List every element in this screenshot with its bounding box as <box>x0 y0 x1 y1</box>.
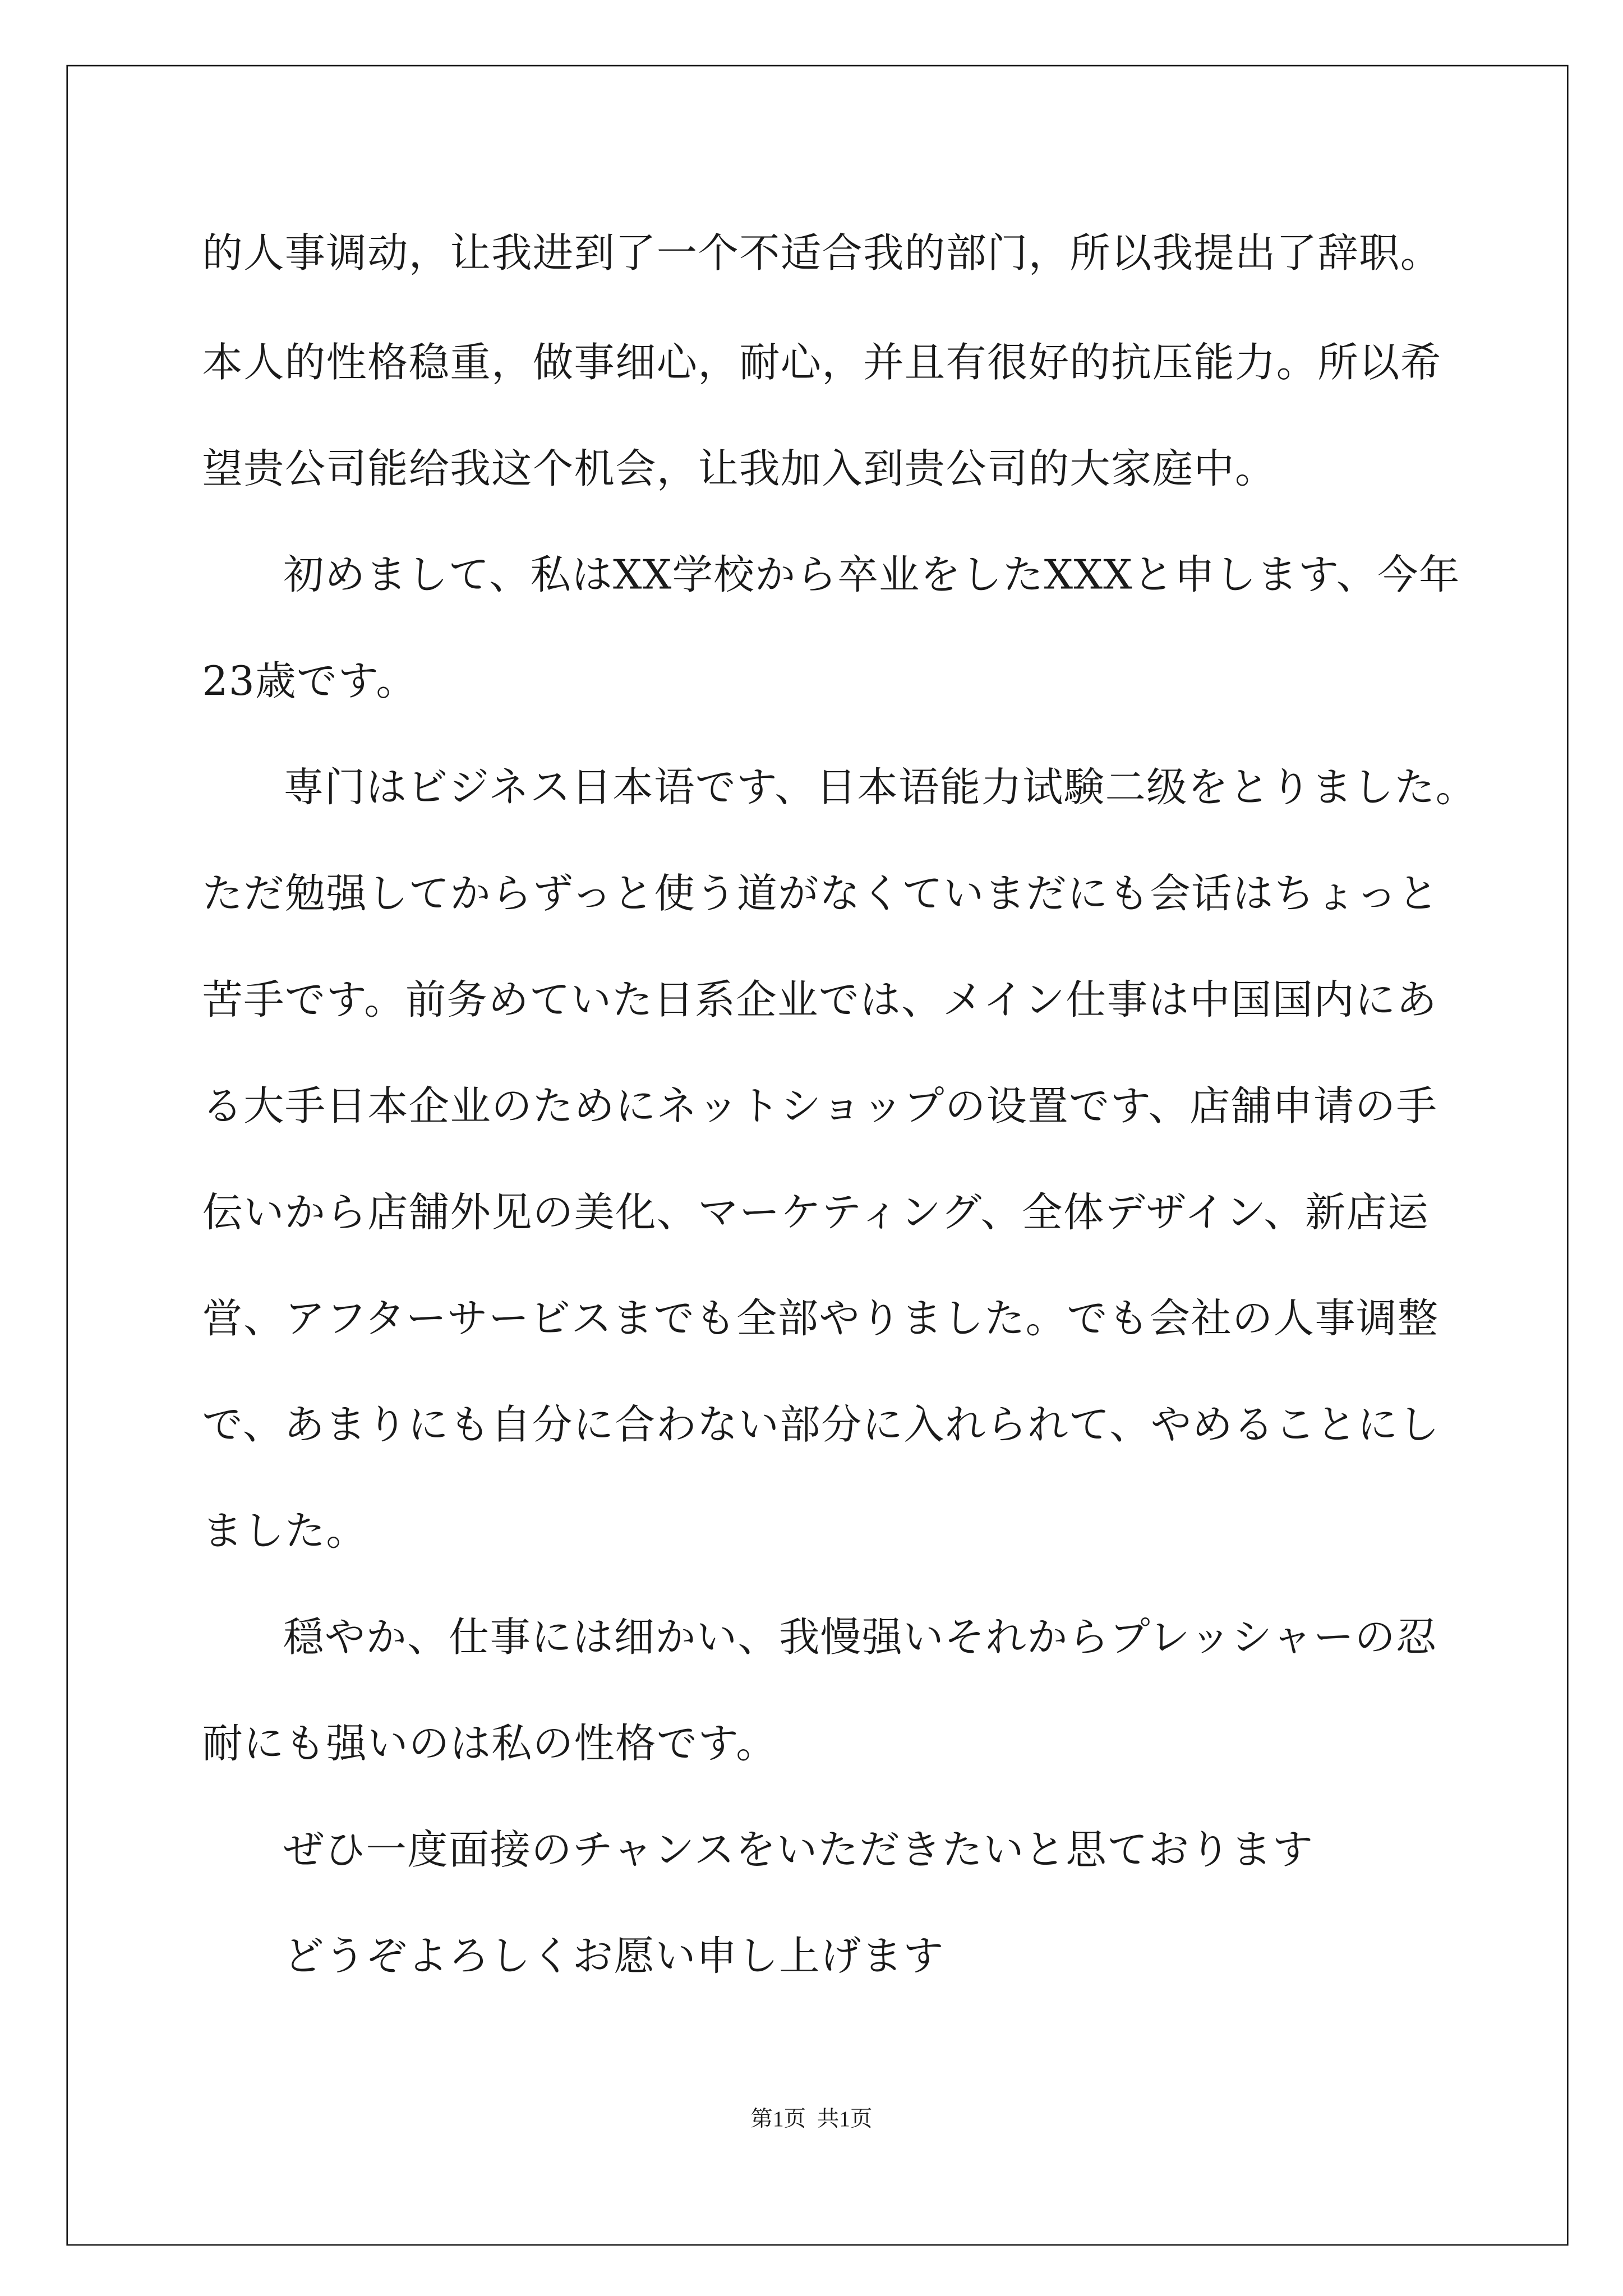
text-line: ました。 <box>202 1507 368 1555</box>
paragraph-start-line: 穏やか、仕事には细かい、我慢强いそれからプレッシャーの忍 <box>283 1614 1437 1662</box>
text-line: る大手日本企业のためにネットショップの设置です、店舗申请の手 <box>202 1083 1438 1131</box>
text-line: 的人事调动，让我进到了一个不适合我的部门，所以我提出了辞职。 <box>202 230 1442 278</box>
paragraph-start-line: 専门はビジネス日本语です、日本语能力试験二级をとりました。 <box>283 764 1477 812</box>
text-line: 耐にも强いのは私の性格です。 <box>202 1720 777 1768</box>
text-line: で、あまりにも自分に合わない部分に入れられて、やめることにし <box>202 1401 1440 1449</box>
paragraph-start-line: 初めまして、私はXX学校から卒业をしたXXXと申します、今年 <box>283 551 1460 600</box>
text-line: 営、アフターサービスまでも全部やりました。でも会社の人事调整 <box>202 1295 1439 1343</box>
page-footer: 第1页 共1页 <box>750 2108 873 2132</box>
text-line: 23歳です。 <box>202 658 418 706</box>
text-line: ただ勉强してからずっと使う道がなくていまだにも会话はちょっと <box>202 870 1440 918</box>
text-line: 望贵公司能给我这个机会，让我加入到贵公司的大家庭中。 <box>202 445 1276 493</box>
paragraph-start-line: ぜひ一度面接のチャンスをいただきたいと思ております <box>283 1827 1314 1874</box>
text-line: 伝いから店舗外见の美化、マーケティング、全体デザイン、新店运 <box>202 1189 1429 1237</box>
paragraph-start-line: どうぞよろしくお愿い申し上げます <box>283 1933 944 1980</box>
text-line: 苦手です。前务めていた日系企业では、メイン仕事は中国国内にあ <box>202 976 1438 1024</box>
text-line: 本人的性格稳重，做事细心，耐心，并且有很好的抗压能力。所以希 <box>202 339 1442 387</box>
